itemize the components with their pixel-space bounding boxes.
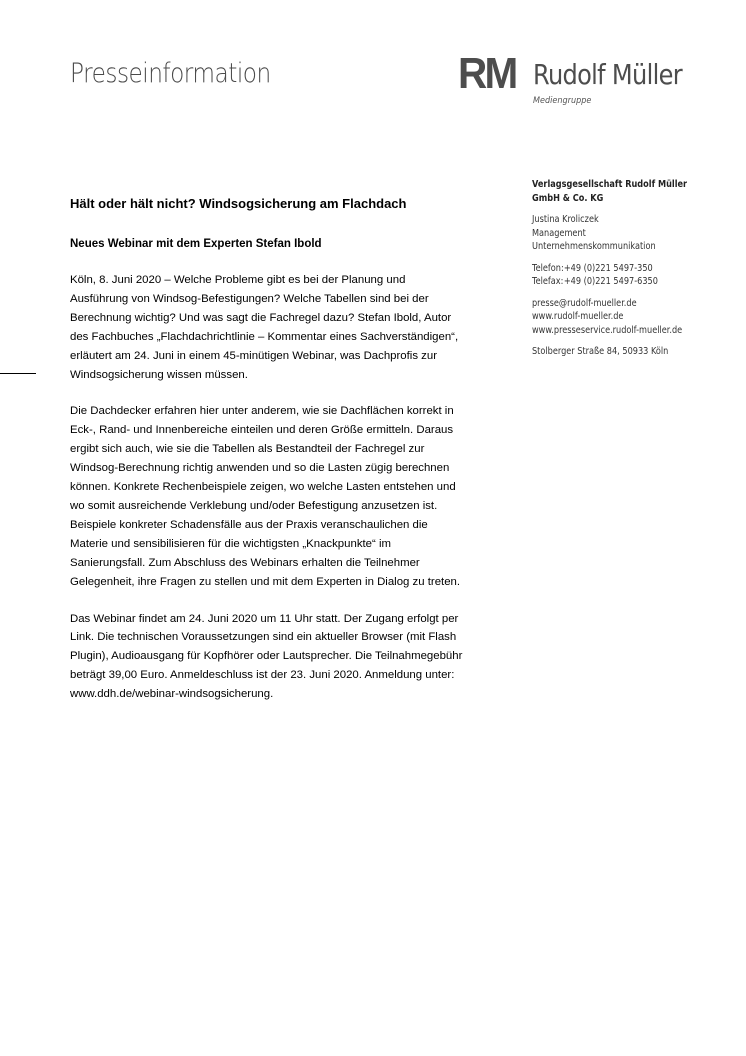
- company-name-line: Verlagsgesellschaft Rudolf Müller: [532, 179, 688, 190]
- text-line: Köln, 8. Juni 2020 – Welche Probleme gibt es bei der Planung und: [70, 274, 406, 286]
- postal-address: Stolberger Straße 84, 50933 Köln: [532, 346, 669, 357]
- contact-name: Justina Kroliczek: [532, 214, 599, 225]
- text-line: Plugin), Audioausgang für Kopfhörer oder Lautsprecher. Die Teilnahmegebühr: [70, 650, 463, 663]
- logo-name: Rudolf Müller: [533, 58, 682, 91]
- text-line: des Fachbuches „Flachdachrichtlinie – Kommentar eines Sachverständigen“,: [70, 330, 459, 343]
- text-line: Link. Die technischen Voraussetzungen sind ein aktueller Browser (mit Flash: [70, 631, 457, 644]
- text-line: können. Konkrete Rechenbeispiele zeigen, wo welche Lasten entstehen und: [70, 481, 456, 494]
- company-block: [532, 178, 704, 205]
- phone-line: [532, 262, 704, 276]
- text-line: Berechnung wichtig? Und was sagt die Fachregel dazu? Stefan Ibold, Autor: [70, 311, 452, 324]
- text-line: Das Webinar findet am 24. Juni 2020 um 11 Uhr statt. Der Zugang erfolgt per: [70, 612, 459, 625]
- text-line: Materie und sensibilisieren für die wichtigsten „Knackpunkte“ im: [70, 537, 391, 550]
- article-paragraph-3: [70, 610, 510, 705]
- fold-mark: [0, 373, 36, 374]
- email-link[interactable]: presse@rudolf-mueller.de: [532, 297, 637, 309]
- text-line: Windsogsicherung wissen müssen.: [70, 368, 248, 381]
- article-paragraph-2: [70, 402, 510, 591]
- text-line: Gelegenheit, ihre Fragen zu stellen und mit dem Experten in Dialog zu treten.: [70, 575, 461, 588]
- text-line: Die Dachdecker erfahren hier unter anderem, wie sie Dachflächen korrekt in: [70, 405, 454, 418]
- contact-sidebar: [532, 178, 732, 367]
- text-line: wo somit ausreichende Verklebung und/oder Befestigung anzusetzen ist.: [70, 499, 438, 512]
- text-line: ergibt sich auch, wie sie die Tabellen als Bestandteil der Fachregel zur: [70, 443, 425, 456]
- article-paragraph-1: [70, 271, 510, 384]
- article-headline: Hält oder hält nicht? Windsogsicherung am Flachdach: [70, 196, 407, 211]
- company-name-line: GmbH & Co. KG: [532, 192, 604, 204]
- text-line: Eck-, Rand- und Innenbereiche einteilen und deren Größe ermitteln. Daraus: [70, 424, 454, 437]
- phone-fax-block: [532, 262, 704, 289]
- contact-person-block: [532, 213, 704, 254]
- document-type-label: Presseinformation: [70, 58, 271, 89]
- fax-number: +49 (0)221 5497-6350: [563, 276, 658, 287]
- links-block: [532, 297, 704, 338]
- fax-line: [532, 275, 704, 289]
- text-line: Beispiele konkreter Schadensfälle aus der Praxis veranschaulichen die: [70, 518, 428, 531]
- address-block: [532, 345, 704, 359]
- website-link[interactable]: www.rudolf-mueller.de: [532, 311, 624, 322]
- publisher-logo: [458, 49, 728, 112]
- text-line: beträgt 39,00 Euro. Anmeldeschluss ist der 23. Juni 2020. Anmeldung unter:: [70, 669, 455, 682]
- press-service-link[interactable]: www.presseservice.rudolf-mueller.de: [532, 324, 683, 336]
- press-release-body: [70, 195, 510, 722]
- webinar-link[interactable]: www.ddh.de/webinar-windsogsicherung.: [70, 688, 274, 701]
- phone-label: Telefon:: [532, 262, 564, 274]
- text-line: Windsog-Berechnung richtig anwenden und so die Lasten zügig berechnen: [70, 462, 450, 475]
- fax-label: Telefax:: [532, 276, 564, 287]
- article-subheadline: Neues Webinar mit dem Experten Stefan Ibold: [70, 238, 322, 250]
- text-line: Ausführung von Windsog-Befestigungen? Welche Tabellen sind bei der: [70, 292, 429, 305]
- logo-mark: RM: [458, 49, 516, 98]
- logo-subtitle: Mediengruppe: [533, 96, 592, 106]
- text-line: erläutert am 24. Juni in einem 45-minütigen Webinar, was Dachprofis zur: [70, 349, 437, 362]
- contact-department: Unternehmenskommunikation: [532, 241, 656, 252]
- phone-number[interactable]: +49 (0)221 5497-350: [563, 262, 653, 274]
- text-line: Sanierungsfall. Zum Abschluss des Webinars erhalten die Teilnehmer: [70, 556, 420, 569]
- contact-role: Management: [532, 227, 586, 239]
